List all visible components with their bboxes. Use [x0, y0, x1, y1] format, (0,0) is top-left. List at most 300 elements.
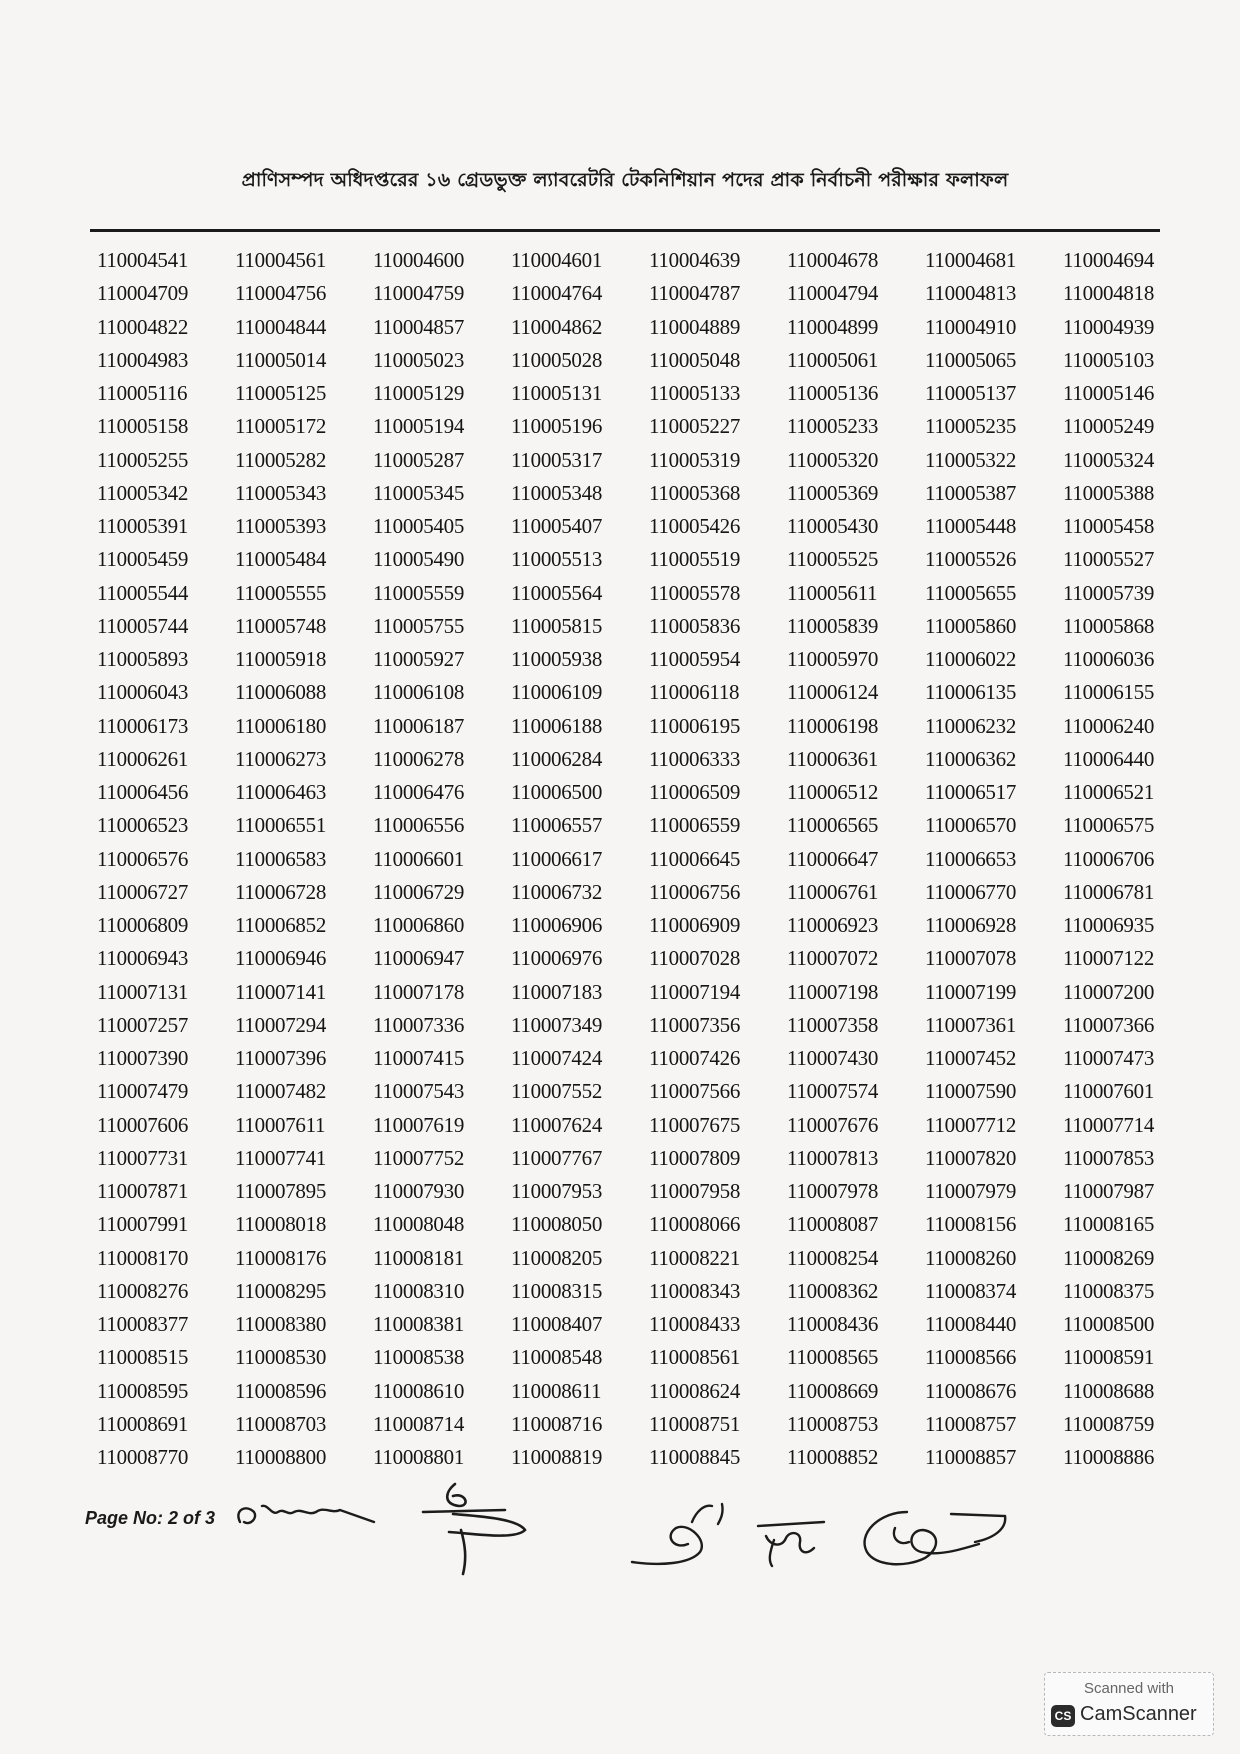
roll-number: 110005131	[511, 381, 603, 405]
roll-number: 110005426	[649, 514, 741, 538]
signature-2-icon	[405, 1470, 535, 1580]
roll-number: 110007978	[787, 1179, 879, 1203]
roll-number: 110004764	[511, 281, 603, 306]
signature-3-icon	[630, 1492, 750, 1572]
roll-number: 110006761	[787, 879, 879, 904]
roll-number: 110007426	[649, 1046, 741, 1070]
roll-number: 110006645	[649, 846, 741, 871]
roll-number: 110005319	[649, 447, 741, 472]
roll-number: 110008087	[787, 1212, 879, 1237]
roll-number: 110007752	[373, 1145, 465, 1170]
roll-number: 110005048	[649, 347, 741, 372]
roll-number: 110006500	[511, 780, 603, 804]
roll-number: 110008050	[511, 1212, 603, 1237]
roll-number: 110005893	[97, 647, 189, 671]
roll-number: 110005023	[373, 347, 465, 372]
roll-number: 110005578	[649, 580, 741, 605]
roll-number: 110005233	[787, 414, 879, 439]
roll-number: 110006565	[787, 813, 879, 838]
roll-number: 110006575	[1063, 813, 1155, 838]
roll-number: 110005125	[235, 381, 327, 405]
camscanner-watermark	[1044, 1672, 1214, 1736]
roll-number: 110005287	[373, 447, 465, 472]
roll-number: 110006187	[373, 713, 465, 738]
roll-number: 110005938	[511, 647, 603, 671]
roll-number: 110005393	[235, 514, 327, 538]
roll-number: 110004541	[97, 248, 189, 272]
roll-number: 110007028	[649, 946, 741, 971]
roll-number: 110008362	[787, 1278, 879, 1303]
roll-number: 110007731	[97, 1145, 189, 1170]
roll-number: 110007072	[787, 946, 879, 971]
roll-number: 110006559	[649, 813, 741, 838]
roll-number: 110008170	[97, 1245, 189, 1270]
roll-number: 110006706	[1063, 846, 1155, 871]
roll-number: 110006976	[511, 946, 603, 971]
roll-number: 110007574	[787, 1079, 879, 1104]
roll-number: 110007741	[235, 1145, 327, 1170]
roll-number: 110008800	[235, 1445, 327, 1469]
roll-number: 110008381	[373, 1312, 465, 1336]
roll-number: 110007396	[235, 1046, 327, 1070]
roll-number: 110007424	[511, 1046, 603, 1070]
roll-number: 110008801	[373, 1445, 465, 1469]
roll-number: 110007194	[649, 979, 741, 1004]
roll-number: 110008221	[649, 1245, 741, 1270]
roll-number: 110004709	[97, 281, 189, 306]
roll-number: 110008066	[649, 1212, 741, 1237]
roll-number: 110006653	[925, 846, 1017, 871]
roll-number: 110004910	[925, 314, 1017, 339]
roll-number: 110006946	[235, 946, 327, 971]
roll-number: 110007349	[511, 1012, 603, 1037]
roll-number: 110007200	[1063, 979, 1155, 1004]
roll-number: 110008591	[1063, 1345, 1155, 1370]
roll-number: 110005459	[97, 547, 189, 572]
roll-number: 110005815	[511, 613, 603, 638]
roll-number: 110005137	[925, 381, 1017, 405]
roll-number: 110007361	[925, 1012, 1017, 1037]
roll-number: 110005836	[649, 613, 741, 638]
roll-number: 110005255	[97, 447, 189, 472]
roll-number: 110006909	[649, 913, 741, 937]
roll-number: 110006198	[787, 713, 879, 738]
roll-number: 110005320	[787, 447, 879, 472]
roll-number: 110004639	[649, 248, 741, 272]
roll-number: 110005172	[235, 414, 327, 439]
roll-number: 110006935	[1063, 913, 1155, 937]
roll-number: 110006729	[373, 879, 465, 904]
signature-1-icon	[232, 1482, 382, 1542]
roll-number: 110005839	[787, 613, 879, 638]
page-title: প্রাণিসম্পদ অধিদপ্তরের ১৬ গ্রেডভুক্ত ল্যাবরেটরি টেকনিশিয়ান পদের প্রাক নির্বাচনী পরীক্ষার ফলাফল	[241, 169, 1009, 191]
roll-number: 110007141	[235, 979, 327, 1004]
roll-number: 110007257	[97, 1012, 189, 1037]
roll-number: 110008688	[1063, 1378, 1155, 1403]
roll-number: 110005525	[787, 547, 879, 572]
roll-number: 110005061	[787, 347, 879, 372]
roll-number: 110006036	[1063, 647, 1155, 671]
roll-number: 110005133	[649, 381, 741, 405]
roll-number: 110006583	[235, 846, 327, 871]
roll-number: 110008295	[235, 1278, 327, 1303]
roll-number: 110007991	[97, 1212, 189, 1237]
roll-number: 110004899	[787, 314, 879, 339]
roll-number: 110008676	[925, 1378, 1017, 1403]
roll-number: 110005744	[97, 613, 189, 638]
roll-number: 110004561	[235, 248, 327, 272]
roll-number: 110005555	[235, 580, 327, 605]
roll-number: 110008548	[511, 1345, 603, 1370]
roll-number: 110005227	[649, 414, 741, 439]
page-number: Page No: 2 of 3	[85, 1508, 216, 1528]
roll-number: 110008669	[787, 1378, 879, 1403]
roll-number: 110006860	[373, 913, 465, 937]
roll-number: 110008611	[511, 1378, 602, 1403]
roll-number: 110005324	[1063, 447, 1155, 472]
roll-number: 110005918	[235, 647, 327, 671]
roll-number: 110006088	[235, 680, 327, 705]
roll-number: 110007767	[511, 1145, 603, 1170]
roll-number: 110004794	[787, 281, 879, 306]
signature-4-icon	[752, 1510, 832, 1570]
roll-number: 110005407	[511, 514, 603, 538]
roll-number: 110008624	[649, 1378, 741, 1403]
roll-number: 110005116	[97, 381, 188, 405]
roll-number: 110008181	[373, 1245, 465, 1270]
roll-number: 110008561	[649, 1345, 741, 1370]
roll-number: 110007871	[97, 1179, 189, 1203]
roll-number: 110007390	[97, 1046, 189, 1070]
roll-number: 110006509	[649, 780, 741, 804]
roll-number: 110006601	[373, 846, 465, 871]
roll-number: 110007813	[787, 1145, 879, 1170]
roll-number: 110008751	[649, 1411, 741, 1436]
roll-number: 110008156	[925, 1212, 1017, 1237]
roll-number: 110005458	[1063, 514, 1155, 538]
roll-number: 110006124	[787, 680, 879, 705]
roll-number: 110008176	[235, 1245, 327, 1270]
roll-number: 110007895	[235, 1179, 327, 1203]
roll-number: 110004787	[649, 281, 741, 306]
roll-number: 110006361	[787, 746, 879, 771]
roll-number: 110006947	[373, 946, 465, 971]
roll-number: 110008343	[649, 1278, 741, 1303]
roll-number: 110006906	[511, 913, 603, 937]
roll-number: 110007676	[787, 1112, 879, 1137]
roll-number: 110008269	[1063, 1245, 1155, 1270]
roll-number: 110007606	[97, 1112, 189, 1137]
roll-number: 110007712	[925, 1112, 1017, 1137]
roll-number: 110006770	[925, 879, 1017, 904]
roll-number: 110005388	[1063, 480, 1155, 505]
roll-number: 110005755	[373, 613, 465, 638]
roll-number: 110005405	[373, 514, 465, 538]
roll-number: 110004756	[235, 281, 327, 306]
roll-number: 110007122	[1063, 946, 1155, 971]
roll-number: 110008407	[511, 1312, 603, 1336]
roll-number: 110006928	[925, 913, 1017, 937]
roll-number: 110008716	[511, 1411, 603, 1436]
roll-number: 110005317	[511, 447, 603, 472]
camscanner-logo-icon: CS	[1051, 1705, 1075, 1727]
roll-number: 110005739	[1063, 580, 1155, 605]
roll-number: 110007356	[649, 1012, 741, 1037]
roll-number: 110006022	[925, 647, 1017, 671]
roll-number: 110005322	[925, 447, 1017, 472]
roll-number: 110006756	[649, 879, 741, 904]
roll-number: 110005158	[97, 414, 189, 439]
roll-number: 110007199	[925, 979, 1017, 1004]
roll-number: 110006852	[235, 913, 327, 937]
roll-number: 110007198	[787, 979, 879, 1004]
roll-number: 110008377	[97, 1312, 189, 1336]
signature-5-icon	[855, 1498, 1015, 1578]
roll-number: 110005954	[649, 647, 741, 671]
roll-number: 110006456	[97, 780, 189, 804]
roll-number: 110008310	[373, 1278, 465, 1303]
roll-number: 110006781	[1063, 879, 1155, 904]
roll-number: 110005544	[97, 580, 189, 605]
roll-number: 110007624	[511, 1112, 603, 1137]
roll-number: 110006155	[1063, 680, 1155, 705]
roll-number: 110006517	[925, 780, 1017, 804]
roll-number: 110005526	[925, 547, 1017, 572]
roll-number: 110005391	[97, 514, 189, 538]
roll-number: 110005014	[235, 347, 327, 372]
roll-number: 110005519	[649, 547, 741, 572]
roll-number: 110008260	[925, 1245, 1017, 1270]
roll-number: 110006188	[511, 713, 603, 738]
roll-number: 110008759	[1063, 1411, 1155, 1436]
roll-number: 110006512	[787, 780, 879, 804]
roll-number: 110005927	[373, 647, 465, 671]
roll-number: 110007415	[373, 1046, 465, 1070]
header-divider	[90, 229, 1160, 232]
roll-number: 110005527	[1063, 547, 1155, 572]
roll-number: 110006727	[97, 879, 189, 904]
roll-number: 110005343	[235, 480, 327, 505]
roll-number: 110008440	[925, 1312, 1017, 1336]
roll-number: 110008500	[1063, 1312, 1155, 1336]
roll-number: 110007987	[1063, 1179, 1155, 1203]
roll-number: 110007131	[97, 979, 189, 1004]
roll-number: 110005345	[373, 480, 465, 505]
roll-number: 110005559	[373, 580, 465, 605]
watermark-caption: Scanned with	[1083, 1680, 1175, 1697]
roll-number: 110004857	[373, 314, 465, 339]
roll-number: 110005513	[511, 547, 603, 572]
roll-number: 110006240	[1063, 713, 1155, 738]
roll-number: 110008753	[787, 1411, 879, 1436]
roll-number: 110004600	[373, 248, 465, 272]
roll-number: 110007452	[925, 1046, 1017, 1070]
roll-number: 110005348	[511, 480, 603, 505]
roll-number: 110006278	[373, 746, 465, 771]
roll-number: 110008375	[1063, 1278, 1155, 1303]
roll-number: 110006923	[787, 913, 879, 937]
roll-number: 110006463	[235, 780, 327, 804]
roll-number: 110004694	[1063, 248, 1155, 272]
roll-number: 110004844	[235, 314, 327, 339]
roll-number: 110006557	[511, 813, 603, 838]
roll-number: 110007366	[1063, 1012, 1155, 1037]
roll-number: 110005249	[1063, 414, 1155, 439]
roll-number: 110007953	[511, 1179, 603, 1203]
roll-number: 110008565	[787, 1345, 879, 1370]
roll-number: 110007809	[649, 1145, 741, 1170]
roll-number: 110006180	[235, 713, 327, 738]
roll-number: 110008436	[787, 1312, 879, 1336]
roll-number: 110006108	[373, 680, 465, 705]
roll-number: 110004822	[97, 314, 189, 339]
roll-number: 110006333	[649, 746, 741, 771]
roll-number: 110008018	[235, 1212, 327, 1237]
roll-number: 110006617	[511, 846, 603, 871]
roll-number: 110005484	[235, 547, 327, 572]
roll-number: 110006551	[235, 813, 327, 838]
roll-number: 110006556	[373, 813, 465, 838]
roll-number: 110008703	[235, 1411, 327, 1436]
roll-number: 110005342	[97, 480, 189, 505]
roll-number: 110006232	[925, 713, 1017, 738]
roll-number: 110008566	[925, 1345, 1017, 1370]
roll-number: 110005196	[511, 414, 603, 439]
roll-number: 110008254	[787, 1245, 879, 1270]
roll-number: 110005146	[1063, 381, 1155, 405]
roll-number: 110004759	[373, 281, 465, 306]
roll-number: 110006521	[1063, 780, 1155, 804]
roll-number: 110008857	[925, 1445, 1017, 1469]
roll-number: 110008886	[1063, 1445, 1155, 1469]
roll-number: 110005369	[787, 480, 879, 505]
roll-number: 110005448	[925, 514, 1017, 538]
roll-number: 110005970	[787, 647, 879, 671]
roll-number: 110006523	[97, 813, 189, 838]
roll-number: 110007336	[373, 1012, 465, 1037]
roll-number: 110007930	[373, 1179, 465, 1203]
roll-number: 110008276	[97, 1278, 189, 1303]
roll-number: 110005194	[373, 414, 465, 439]
roll-number: 110005655	[925, 580, 1017, 605]
roll-number: 110005065	[925, 347, 1017, 372]
roll-number: 110007482	[235, 1079, 327, 1104]
roll-number: 110007183	[511, 979, 603, 1004]
roll-number: 110006173	[97, 713, 189, 738]
roll-number: 110004601	[511, 248, 603, 272]
roll-number: 110008819	[511, 1445, 603, 1469]
roll-number: 110007820	[925, 1145, 1017, 1170]
roll-number: 110007178	[373, 979, 465, 1004]
roll-number: 110008165	[1063, 1212, 1155, 1237]
roll-number: 110005564	[511, 580, 603, 605]
roll-number: 110008374	[925, 1278, 1017, 1303]
roll-number: 110007853	[1063, 1145, 1155, 1170]
roll-number: 110006476	[373, 780, 465, 804]
roll-number: 110008852	[787, 1445, 879, 1469]
roll-number: 110006647	[787, 846, 879, 871]
roll-number: 110006576	[97, 846, 189, 871]
roll-number: 110006109	[511, 680, 603, 705]
roll-number: 110008770	[97, 1445, 189, 1469]
roll-number: 110007479	[97, 1079, 189, 1104]
roll-number: 110004818	[1063, 281, 1155, 306]
roll-number: 110004678	[787, 248, 879, 272]
roll-number: 110004813	[925, 281, 1017, 306]
roll-number: 110007430	[787, 1046, 879, 1070]
roll-number: 110005430	[787, 514, 879, 538]
roll-number: 110008610	[373, 1378, 465, 1403]
roll-number: 110007675	[649, 1112, 741, 1137]
roll-number: 110004983	[97, 347, 189, 372]
roll-number: 110006195	[649, 713, 741, 738]
roll-number: 110005028	[511, 347, 603, 372]
roll-number: 110005235	[925, 414, 1017, 439]
roll-number: 110008315	[511, 1278, 603, 1303]
roll-number: 110004681	[925, 248, 1017, 272]
roll-number: 110004939	[1063, 314, 1155, 339]
roll-number: 110007473	[1063, 1046, 1155, 1070]
roll-number: 110006362	[925, 746, 1017, 771]
roll-number: 110005860	[925, 613, 1017, 638]
roll-number: 110005868	[1063, 613, 1155, 638]
roll-number: 110006118	[649, 680, 740, 705]
roll-number: 110008596	[235, 1378, 327, 1403]
roll-number: 110006135	[925, 680, 1017, 705]
roll-number: 110007714	[1063, 1112, 1155, 1137]
roll-number: 110007566	[649, 1079, 741, 1104]
roll-number: 110006043	[97, 680, 189, 705]
roll-number: 110004889	[649, 314, 741, 339]
roll-number: 110008048	[373, 1212, 465, 1237]
roll-number: 110005387	[925, 480, 1017, 505]
roll-number: 110005103	[1063, 347, 1155, 372]
roll-number: 110007078	[925, 946, 1017, 971]
roll-number: 110004862	[511, 314, 603, 339]
roll-number: 110005368	[649, 480, 741, 505]
roll-number: 110008595	[97, 1378, 189, 1403]
roll-number: 110005136	[787, 381, 879, 405]
roll-number: 110007358	[787, 1012, 879, 1037]
roll-number: 110008845	[649, 1445, 741, 1469]
roll-number: 110005282	[235, 447, 327, 472]
roll-number: 110008757	[925, 1411, 1017, 1436]
roll-number: 110007294	[235, 1012, 327, 1037]
roll-number: 110006943	[97, 946, 189, 971]
roll-number: 110005129	[373, 381, 465, 405]
roll-number: 110006809	[97, 913, 189, 937]
roll-number: 110006570	[925, 813, 1017, 838]
roll-number: 110008530	[235, 1345, 327, 1370]
roll-number: 110008380	[235, 1312, 327, 1336]
watermark-brand: CamScanner	[1080, 1703, 1197, 1725]
roll-number: 110007979	[925, 1179, 1017, 1203]
roll-number: 110008433	[649, 1312, 741, 1336]
roll-number: 110006732	[511, 879, 603, 904]
roll-number: 110006284	[511, 746, 603, 771]
roll-number: 110006261	[97, 746, 189, 771]
roll-number: 110008515	[97, 1345, 189, 1370]
roll-number: 110007958	[649, 1179, 741, 1203]
roll-number: 110006728	[235, 879, 327, 904]
roll-number: 110007619	[373, 1112, 465, 1137]
roll-number: 110006273	[235, 746, 327, 771]
roll-number: 110008538	[373, 1345, 465, 1370]
roll-number: 110006440	[1063, 746, 1155, 771]
roll-number: 110008714	[373, 1411, 465, 1436]
roll-number: 110007601	[1063, 1079, 1155, 1104]
roll-number: 110007611	[235, 1112, 326, 1137]
